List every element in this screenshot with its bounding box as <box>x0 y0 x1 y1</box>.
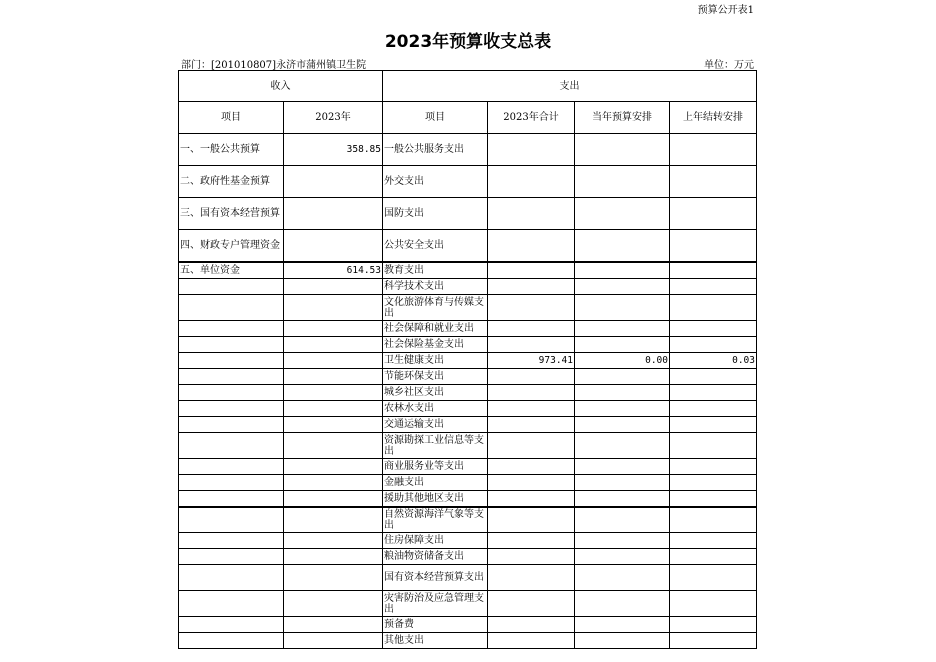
expense-total-cell <box>488 617 575 633</box>
income-value-cell <box>284 353 383 369</box>
expense-total-cell <box>488 385 575 401</box>
expense-item-cell: 教育支出 <box>383 262 488 279</box>
expense-current-cell <box>575 533 670 549</box>
table-row <box>179 417 757 433</box>
income-value-cell: 614.53 <box>284 262 383 279</box>
col-header-income-item: 项目 <box>179 102 284 134</box>
expense-current-cell <box>575 565 670 591</box>
income-value-cell <box>284 533 383 549</box>
table-row <box>179 369 757 385</box>
expense-carryover-cell <box>670 230 757 262</box>
income-item-cell <box>179 321 284 337</box>
expense-item-cell: 农林水支出 <box>383 401 488 417</box>
expense-item-cell: 交通运输支出 <box>383 417 488 433</box>
expense-item-cell: 城乡社区支出 <box>383 385 488 401</box>
table-row <box>179 198 757 230</box>
table-row <box>179 459 757 475</box>
expense-current-cell: 0.00 <box>575 353 670 369</box>
income-item-cell: 一、一般公共预算 <box>179 134 284 166</box>
income-item-cell <box>179 369 284 385</box>
income-item-cell <box>179 433 284 459</box>
expense-item-cell: 科学技术支出 <box>383 279 488 295</box>
expense-carryover-cell <box>670 295 757 321</box>
income-item-cell <box>179 401 284 417</box>
expense-carryover-cell <box>670 198 757 230</box>
col-header-total: 2023年合计 <box>488 102 575 134</box>
expense-total-cell <box>488 279 575 295</box>
table-row <box>179 230 757 262</box>
table-row <box>179 401 757 417</box>
income-value-cell <box>284 279 383 295</box>
table-row <box>179 433 757 459</box>
expense-total-cell <box>488 549 575 565</box>
expense-carryover-cell <box>670 617 757 633</box>
income-item-cell <box>179 565 284 591</box>
expense-carryover-cell <box>670 134 757 166</box>
expense-total-cell <box>488 295 575 321</box>
table-row <box>179 321 757 337</box>
expense-current-cell <box>575 459 670 475</box>
expense-item-cell: 预备费 <box>383 617 488 633</box>
income-value-cell <box>284 549 383 565</box>
col-header-expense-item: 项目 <box>383 102 488 134</box>
expense-item-cell: 援助其他地区支出 <box>383 491 488 507</box>
income-value-cell <box>284 166 383 198</box>
expense-current-cell <box>575 417 670 433</box>
income-value-cell <box>284 417 383 433</box>
expense-carryover-cell <box>670 385 757 401</box>
table-row <box>179 507 757 533</box>
expense-carryover-cell <box>670 491 757 507</box>
table-row <box>179 565 757 591</box>
expense-item-cell: 住房保障支出 <box>383 533 488 549</box>
table-row <box>179 134 757 166</box>
income-item-cell <box>179 491 284 507</box>
expense-total-cell <box>488 433 575 459</box>
table-row <box>179 279 757 295</box>
income-value-cell <box>284 433 383 459</box>
income-item-cell <box>179 385 284 401</box>
expense-current-cell <box>575 262 670 279</box>
unit-label: 单位：万元 <box>704 60 754 71</box>
expense-current-cell <box>575 230 670 262</box>
expense-current-cell <box>575 433 670 459</box>
expense-carryover-cell <box>670 401 757 417</box>
expense-carryover-cell <box>670 475 757 491</box>
income-value-cell <box>284 565 383 591</box>
expense-total-cell: 973.41 <box>488 353 575 369</box>
expense-total-cell <box>488 198 575 230</box>
expense-current-cell <box>575 401 670 417</box>
expense-item-cell: 灾害防治及应急管理支出 <box>383 591 488 617</box>
expense-current-cell <box>575 166 670 198</box>
income-item-cell <box>179 279 284 295</box>
income-value-cell <box>284 507 383 533</box>
income-value-cell <box>284 385 383 401</box>
expense-item-cell: 国有资本经营预算支出 <box>383 565 488 591</box>
expense-carryover-cell <box>670 279 757 295</box>
expense-total-cell <box>488 417 575 433</box>
expense-current-cell <box>575 321 670 337</box>
expense-item-cell: 节能环保支出 <box>383 369 488 385</box>
income-item-cell: 五、单位资金 <box>179 262 284 279</box>
expense-carryover-cell <box>670 507 757 533</box>
expense-total-cell <box>488 533 575 549</box>
table-row <box>179 475 757 491</box>
expense-carryover-cell <box>670 433 757 459</box>
income-value-cell <box>284 617 383 633</box>
expense-current-cell <box>575 549 670 565</box>
expense-item-cell: 社会保障和就业支出 <box>383 321 488 337</box>
table-row <box>179 166 757 198</box>
expense-carryover-cell <box>670 337 757 353</box>
expense-item-cell: 卫生健康支出 <box>383 353 488 369</box>
expense-total-cell <box>488 321 575 337</box>
expense-total-cell <box>488 459 575 475</box>
expense-item-cell: 商业服务业等支出 <box>383 459 488 475</box>
expense-total-cell <box>488 507 575 533</box>
income-item-cell <box>179 337 284 353</box>
department-label: 部门：[201010807]永济市蒲州镇卫生院 <box>181 60 367 71</box>
col-header-current: 当年预算安排 <box>575 102 670 134</box>
expense-total-cell <box>488 565 575 591</box>
expense-carryover-cell <box>670 565 757 591</box>
expense-carryover-cell: 0.03 <box>670 353 757 369</box>
income-value-cell <box>284 198 383 230</box>
expense-total-cell <box>488 491 575 507</box>
table-row <box>179 385 757 401</box>
expense-current-cell <box>575 134 670 166</box>
income-item-cell <box>179 295 284 321</box>
income-item-cell <box>179 633 284 649</box>
expense-carryover-cell <box>670 549 757 565</box>
table-row <box>179 353 757 369</box>
table-row <box>179 262 757 279</box>
table-row <box>179 491 757 507</box>
expense-carryover-cell <box>670 369 757 385</box>
expense-carryover-cell <box>670 459 757 475</box>
expense-group-header: 支出 <box>383 71 757 102</box>
income-value-cell <box>284 295 383 321</box>
expense-carryover-cell <box>670 533 757 549</box>
expense-carryover-cell <box>670 633 757 649</box>
expense-current-cell <box>575 295 670 321</box>
table-row <box>179 633 757 649</box>
expense-item-cell: 一般公共服务支出 <box>383 134 488 166</box>
expense-total-cell <box>488 166 575 198</box>
expense-carryover-cell <box>670 262 757 279</box>
income-value-cell: 358.85 <box>284 134 383 166</box>
expense-item-cell: 其他支出 <box>383 633 488 649</box>
income-item-cell <box>179 549 284 565</box>
table-row <box>179 295 757 321</box>
income-group-header: 收入 <box>179 71 383 102</box>
expense-current-cell <box>575 475 670 491</box>
expense-item-cell: 资源勘探工业信息等支出 <box>383 433 488 459</box>
expense-total-cell <box>488 633 575 649</box>
col-header-income-2023: 2023年 <box>284 102 383 134</box>
col-header-carryover: 上年结转安排 <box>670 102 757 134</box>
income-item-cell <box>179 533 284 549</box>
income-item-cell: 三、国有资本经营预算 <box>179 198 284 230</box>
expense-item-cell: 外交支出 <box>383 166 488 198</box>
expense-item-cell: 国防支出 <box>383 198 488 230</box>
income-item-cell <box>179 459 284 475</box>
income-item-cell: 四、财政专户管理资金 <box>179 230 284 262</box>
expense-item-cell: 自然资源海洋气象等支出 <box>383 507 488 533</box>
income-item-cell <box>179 475 284 491</box>
expense-carryover-cell <box>670 166 757 198</box>
income-item-cell <box>179 507 284 533</box>
expense-item-cell: 公共安全支出 <box>383 230 488 262</box>
expense-item-cell: 社会保险基金支出 <box>383 337 488 353</box>
expense-current-cell <box>575 198 670 230</box>
expense-current-cell <box>575 591 670 617</box>
income-value-cell <box>284 369 383 385</box>
expense-current-cell <box>575 279 670 295</box>
expense-current-cell <box>575 617 670 633</box>
expense-item-cell: 文化旅游体育与传媒支出 <box>383 295 488 321</box>
page-title: 2023年预算收支总表 <box>384 32 552 52</box>
table-row <box>179 533 757 549</box>
income-item-cell <box>179 417 284 433</box>
expense-current-cell <box>575 369 670 385</box>
column-header-row <box>179 102 757 134</box>
expense-current-cell <box>575 633 670 649</box>
expense-total-cell <box>488 401 575 417</box>
income-item-cell <box>179 591 284 617</box>
table-row <box>179 337 757 353</box>
expense-total-cell <box>488 262 575 279</box>
income-value-cell <box>284 591 383 617</box>
income-value-cell <box>284 321 383 337</box>
expense-carryover-cell <box>670 591 757 617</box>
expense-total-cell <box>488 337 575 353</box>
expense-total-cell <box>488 369 575 385</box>
table-row <box>179 549 757 565</box>
expense-total-cell <box>488 475 575 491</box>
expense-current-cell <box>575 385 670 401</box>
income-value-cell <box>284 491 383 507</box>
income-item-cell <box>179 617 284 633</box>
expense-current-cell <box>575 337 670 353</box>
income-value-cell <box>284 459 383 475</box>
group-header-row <box>179 71 757 102</box>
income-value-cell <box>284 401 383 417</box>
income-value-cell <box>284 230 383 262</box>
income-item-cell: 二、政府性基金预算 <box>179 166 284 198</box>
expense-item-cell: 粮油物资储备支出 <box>383 549 488 565</box>
table-row <box>179 591 757 617</box>
income-value-cell <box>284 475 383 491</box>
expense-total-cell <box>488 591 575 617</box>
income-value-cell <box>284 633 383 649</box>
expense-item-cell: 金融支出 <box>383 475 488 491</box>
expense-carryover-cell <box>670 321 757 337</box>
budget-summary-table <box>178 70 757 649</box>
expense-total-cell <box>488 134 575 166</box>
table-row <box>179 617 757 633</box>
expense-current-cell <box>575 491 670 507</box>
income-item-cell <box>179 353 284 369</box>
income-value-cell <box>284 337 383 353</box>
expense-current-cell <box>575 507 670 533</box>
form-number: 预算公开表1 <box>697 5 754 16</box>
expense-total-cell <box>488 230 575 262</box>
expense-carryover-cell <box>670 417 757 433</box>
